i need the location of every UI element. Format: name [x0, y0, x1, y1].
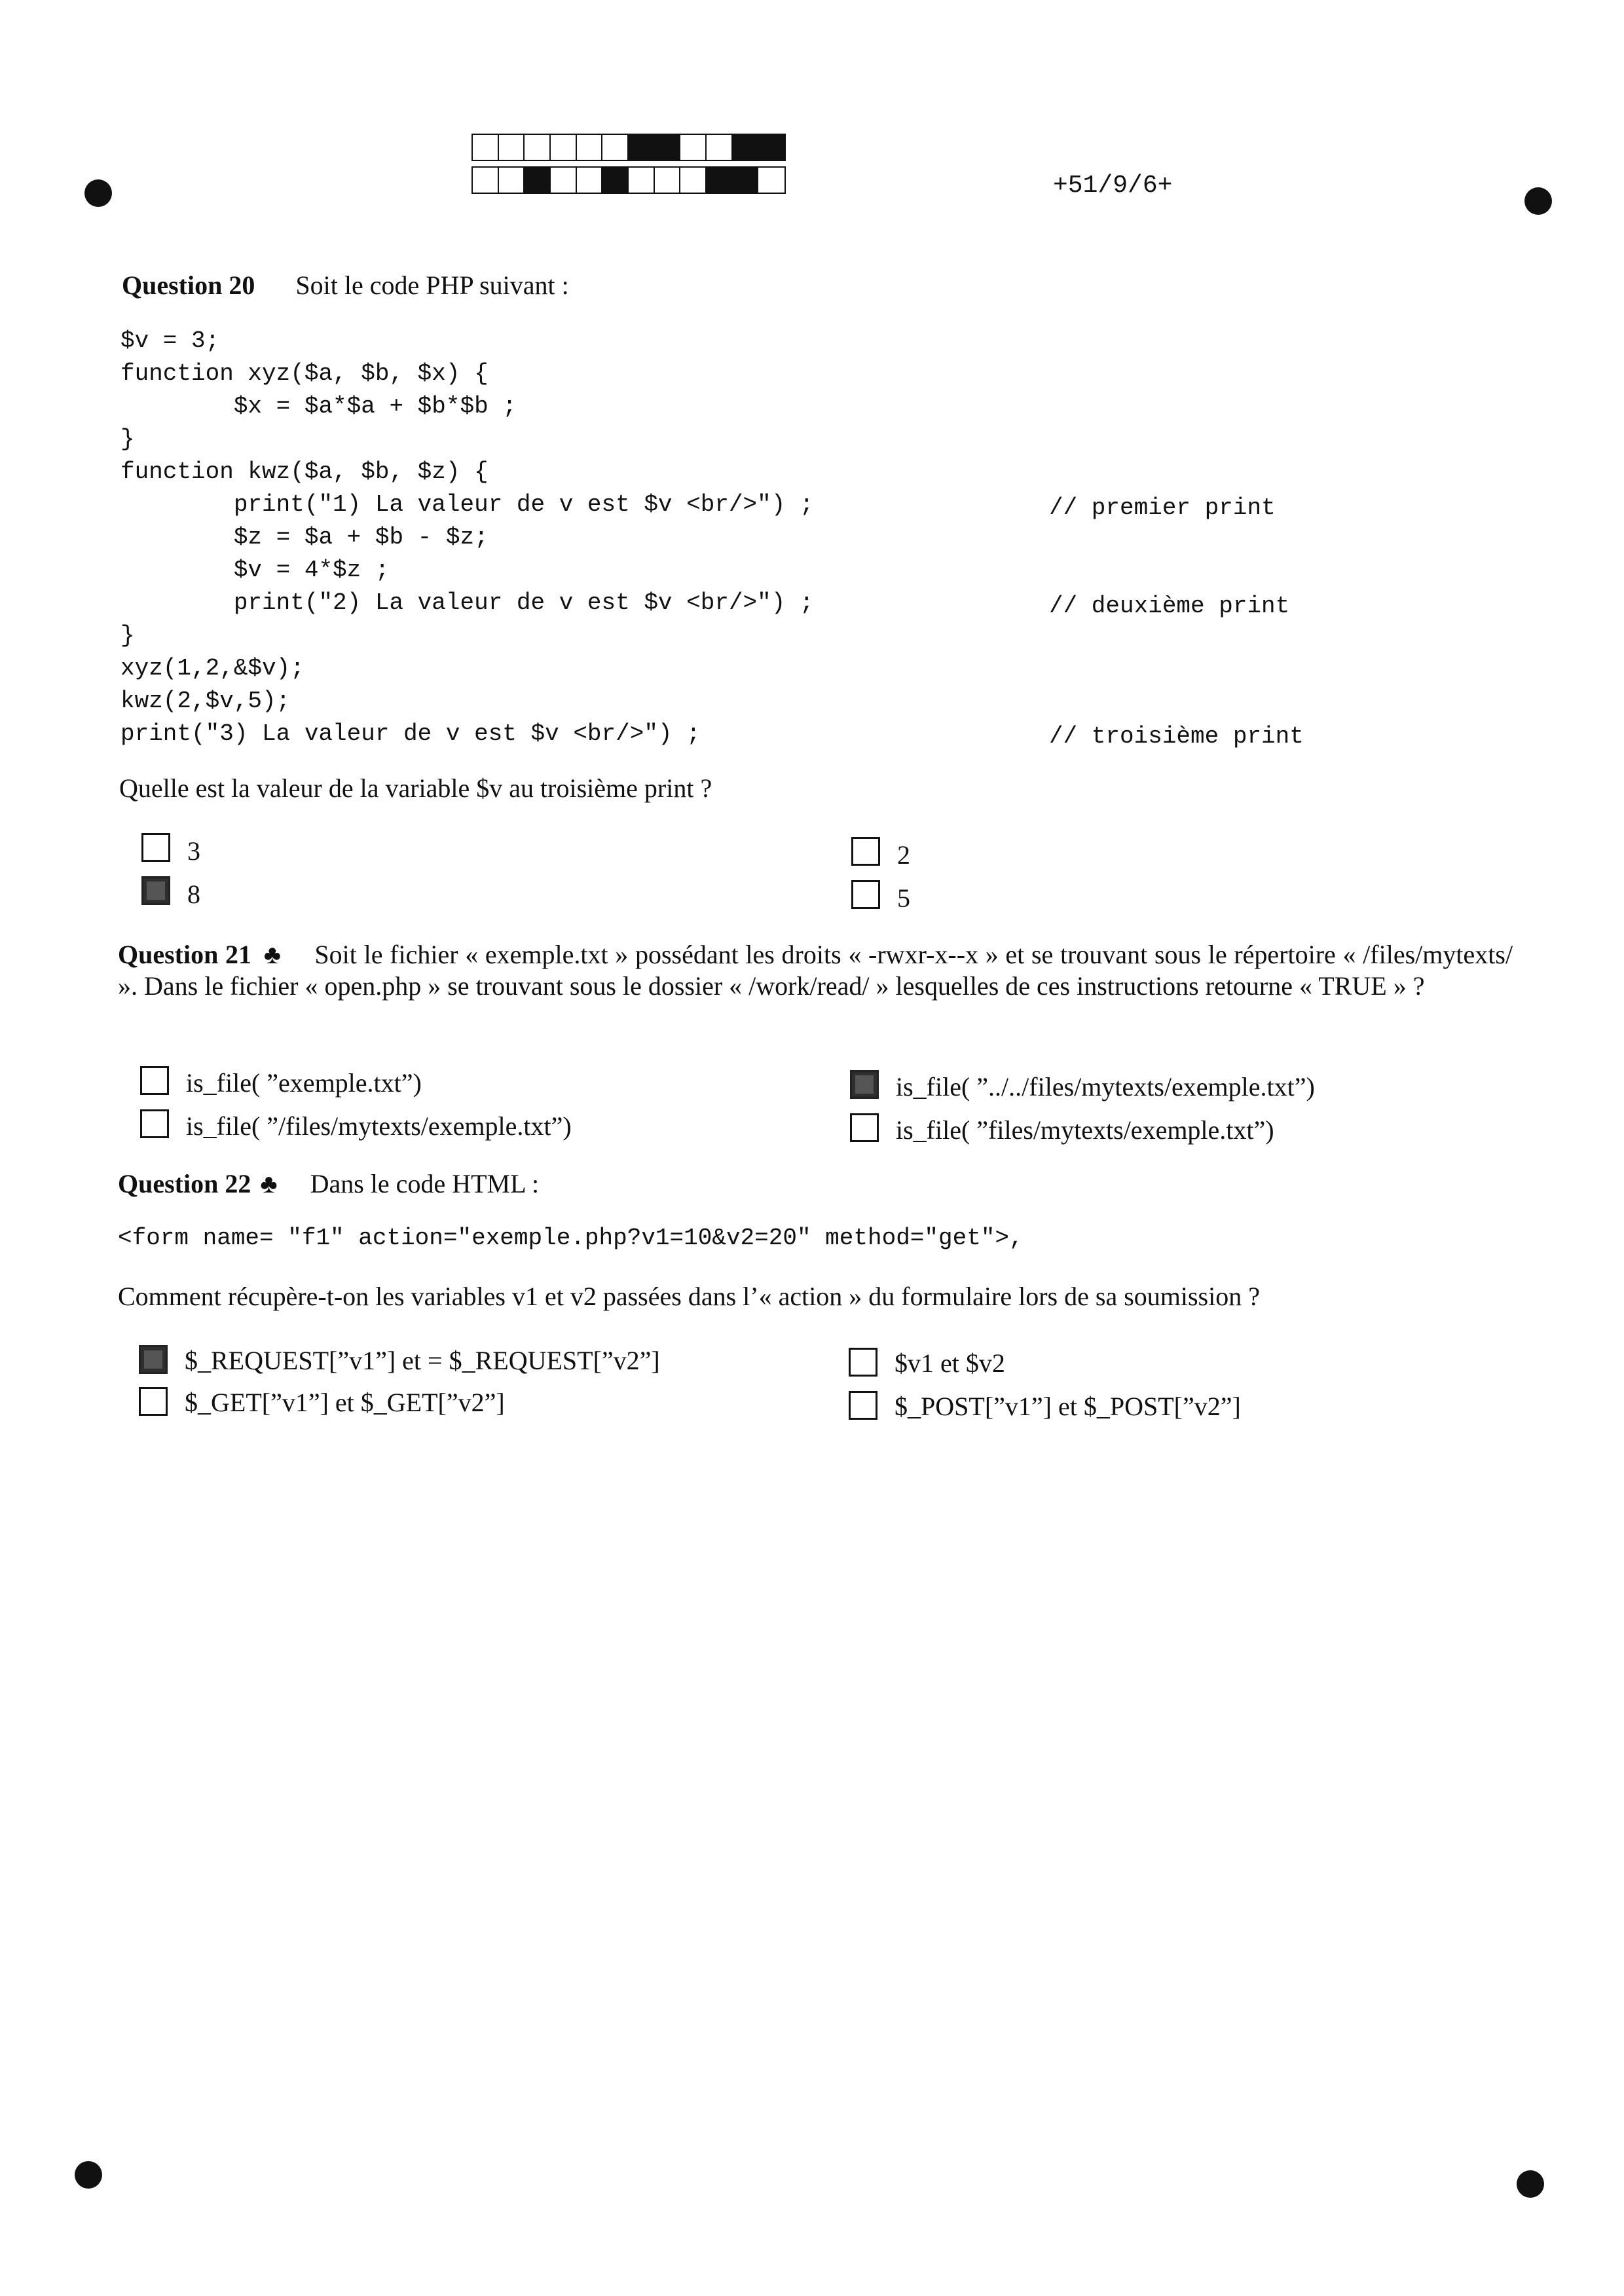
- q22-option-4-label: $_POST[”v1”] et $_POST[”v2”]: [895, 1392, 1241, 1421]
- code-line: function xyz($a, $b, $x) {: [120, 360, 489, 387]
- q20-option-8-label: 8: [187, 880, 200, 909]
- q21-option-2-label: is_file( ”/files/mytexts/exemple.txt”): [186, 1111, 572, 1141]
- q20-option-8-checkbox[interactable]: [141, 876, 170, 905]
- q21-option-2-checkbox[interactable]: [140, 1109, 169, 1138]
- barcode-cell: [733, 135, 759, 160]
- barcode-cell: [577, 135, 603, 160]
- q21-option-3-label: is_file( ”../../files/mytexts/exemple.txt”): [896, 1072, 1315, 1102]
- q20-option-3-checkbox[interactable]: [141, 833, 170, 862]
- barcode-cell: [525, 135, 551, 160]
- code-line: }: [120, 426, 135, 453]
- question-22-text: Comment récupère-t-on les variables v1 et v2 passées dans l’« action » du formulaire lors de sa soumission ?: [118, 1282, 1260, 1311]
- question-22-intro: Dans le code HTML :: [310, 1169, 540, 1198]
- question-20-code-block: [120, 325, 814, 750]
- q22-option-4-checkbox[interactable]: [849, 1391, 877, 1420]
- question-21-block: [118, 939, 1513, 1002]
- barcode-cell: [680, 168, 707, 193]
- code-line: }: [120, 622, 135, 649]
- barcode-cell: [733, 168, 759, 193]
- code-line: kwz(2,$v,5);: [120, 688, 291, 714]
- q22-option-1-label: $_REQUEST[”v1”] et = $_REQUEST[”v2”]: [185, 1346, 660, 1375]
- q21-option-4-label: is_file( ”files/mytexts/exemple.txt”): [896, 1115, 1274, 1145]
- barcode-cell: [602, 135, 629, 160]
- barcode-cell: [758, 135, 784, 160]
- question-22-code: <form name= "f1" action="exemple.php?v1=10&v2=20" method="get">,: [118, 1225, 1024, 1251]
- code-line: xyz(1,2,&$v);: [120, 655, 304, 682]
- barcode-cell: [602, 168, 629, 193]
- question-22-heading: [118, 1168, 539, 1199]
- barcode-cell: [551, 168, 577, 193]
- q20-option-3-label: 3: [187, 836, 200, 866]
- code-line: print("1) La valeur de v est $v <br/>") ;: [120, 491, 814, 518]
- corner-mark-bottom-left: [75, 2161, 102, 2189]
- barcode-cell: [629, 135, 655, 160]
- barcode-cell: [577, 168, 603, 193]
- corner-mark-top-right: [1524, 187, 1552, 215]
- comment-deuxieme-print: // deuxième print: [1049, 593, 1290, 620]
- code-line: $x = $a*$a + $b*$b ;: [120, 393, 517, 420]
- barcode-cell: [655, 168, 681, 193]
- club-icon: ♣: [263, 940, 282, 969]
- barcode-bottom: [471, 166, 786, 194]
- barcode-cell: [499, 168, 525, 193]
- q21-option-1-label: is_file( ”exemple.txt”): [186, 1068, 422, 1098]
- barcode-cell: [758, 168, 784, 193]
- barcode-cell: [655, 135, 681, 160]
- comment-troisieme-print: // troisième print: [1049, 723, 1304, 750]
- q21-option-1-checkbox[interactable]: [140, 1066, 169, 1095]
- q20-option-2-checkbox[interactable]: [851, 837, 880, 866]
- corner-mark-bottom-right: [1517, 2170, 1544, 2198]
- q22-option-3-label: $v1 et $v2: [895, 1348, 1005, 1378]
- barcode-cell: [499, 135, 525, 160]
- barcode-cell: [680, 135, 707, 160]
- code-line: function kwz($a, $b, $z) {: [120, 458, 489, 485]
- barcode-cell: [525, 168, 551, 193]
- q20-option-5-checkbox[interactable]: [851, 880, 880, 909]
- code-line: $v = 4*$z ;: [120, 557, 390, 583]
- barcode-top: [471, 134, 786, 161]
- corner-mark-top-left: [84, 179, 112, 207]
- question-20-text: Quelle est la valeur de la variable $v au troisième print ?: [119, 773, 712, 803]
- barcode-cell: [629, 168, 655, 193]
- barcode-cell: [707, 135, 733, 160]
- code-line: $v = 3;: [120, 327, 220, 354]
- barcode-cell: [473, 135, 499, 160]
- q20-option-5-label: 5: [897, 883, 910, 913]
- question-20-intro: Soit le code PHP suivant :: [295, 270, 569, 300]
- code-line: $z = $a + $b - $z;: [120, 524, 489, 551]
- q20-option-2-label: 2: [897, 840, 910, 870]
- q22-option-3-checkbox[interactable]: [849, 1348, 877, 1377]
- question-21-label: Question 21: [118, 940, 252, 969]
- question-21-text: Soit le fichier « exemple.txt » possédant les droits « -rwxr-x--x » et se trouvant sous le répertoire « /files/mytexts/ ». Dans le fichier « open.php » se trouvant sous le dossier « /work/read/ » lesquelles de ces instructions retourne « TRUE » ?: [118, 940, 1513, 1001]
- barcode-cell: [707, 168, 733, 193]
- question-20-heading: [122, 270, 569, 301]
- barcode-cell: [473, 168, 499, 193]
- question-20-label: Question 20: [122, 270, 255, 300]
- page-code: +51/9/6+: [1053, 172, 1173, 200]
- code-line: print("2) La valeur de v est $v <br/>") ;: [120, 589, 814, 616]
- code-line: print("3) La valeur de v est $v <br/>") ;: [120, 720, 701, 747]
- q22-option-1-checkbox[interactable]: [139, 1345, 168, 1374]
- q21-option-4-checkbox[interactable]: [850, 1113, 879, 1142]
- comment-premier-print: // premier print: [1049, 494, 1276, 521]
- q22-option-2-checkbox[interactable]: [139, 1387, 168, 1416]
- club-icon: ♣: [260, 1169, 278, 1198]
- q21-option-3-checkbox[interactable]: [850, 1070, 879, 1099]
- question-22-label: Question 22: [118, 1169, 251, 1198]
- q22-option-2-label: $_GET[”v1”] et $_GET[”v2”]: [185, 1388, 505, 1417]
- barcode-cell: [551, 135, 577, 160]
